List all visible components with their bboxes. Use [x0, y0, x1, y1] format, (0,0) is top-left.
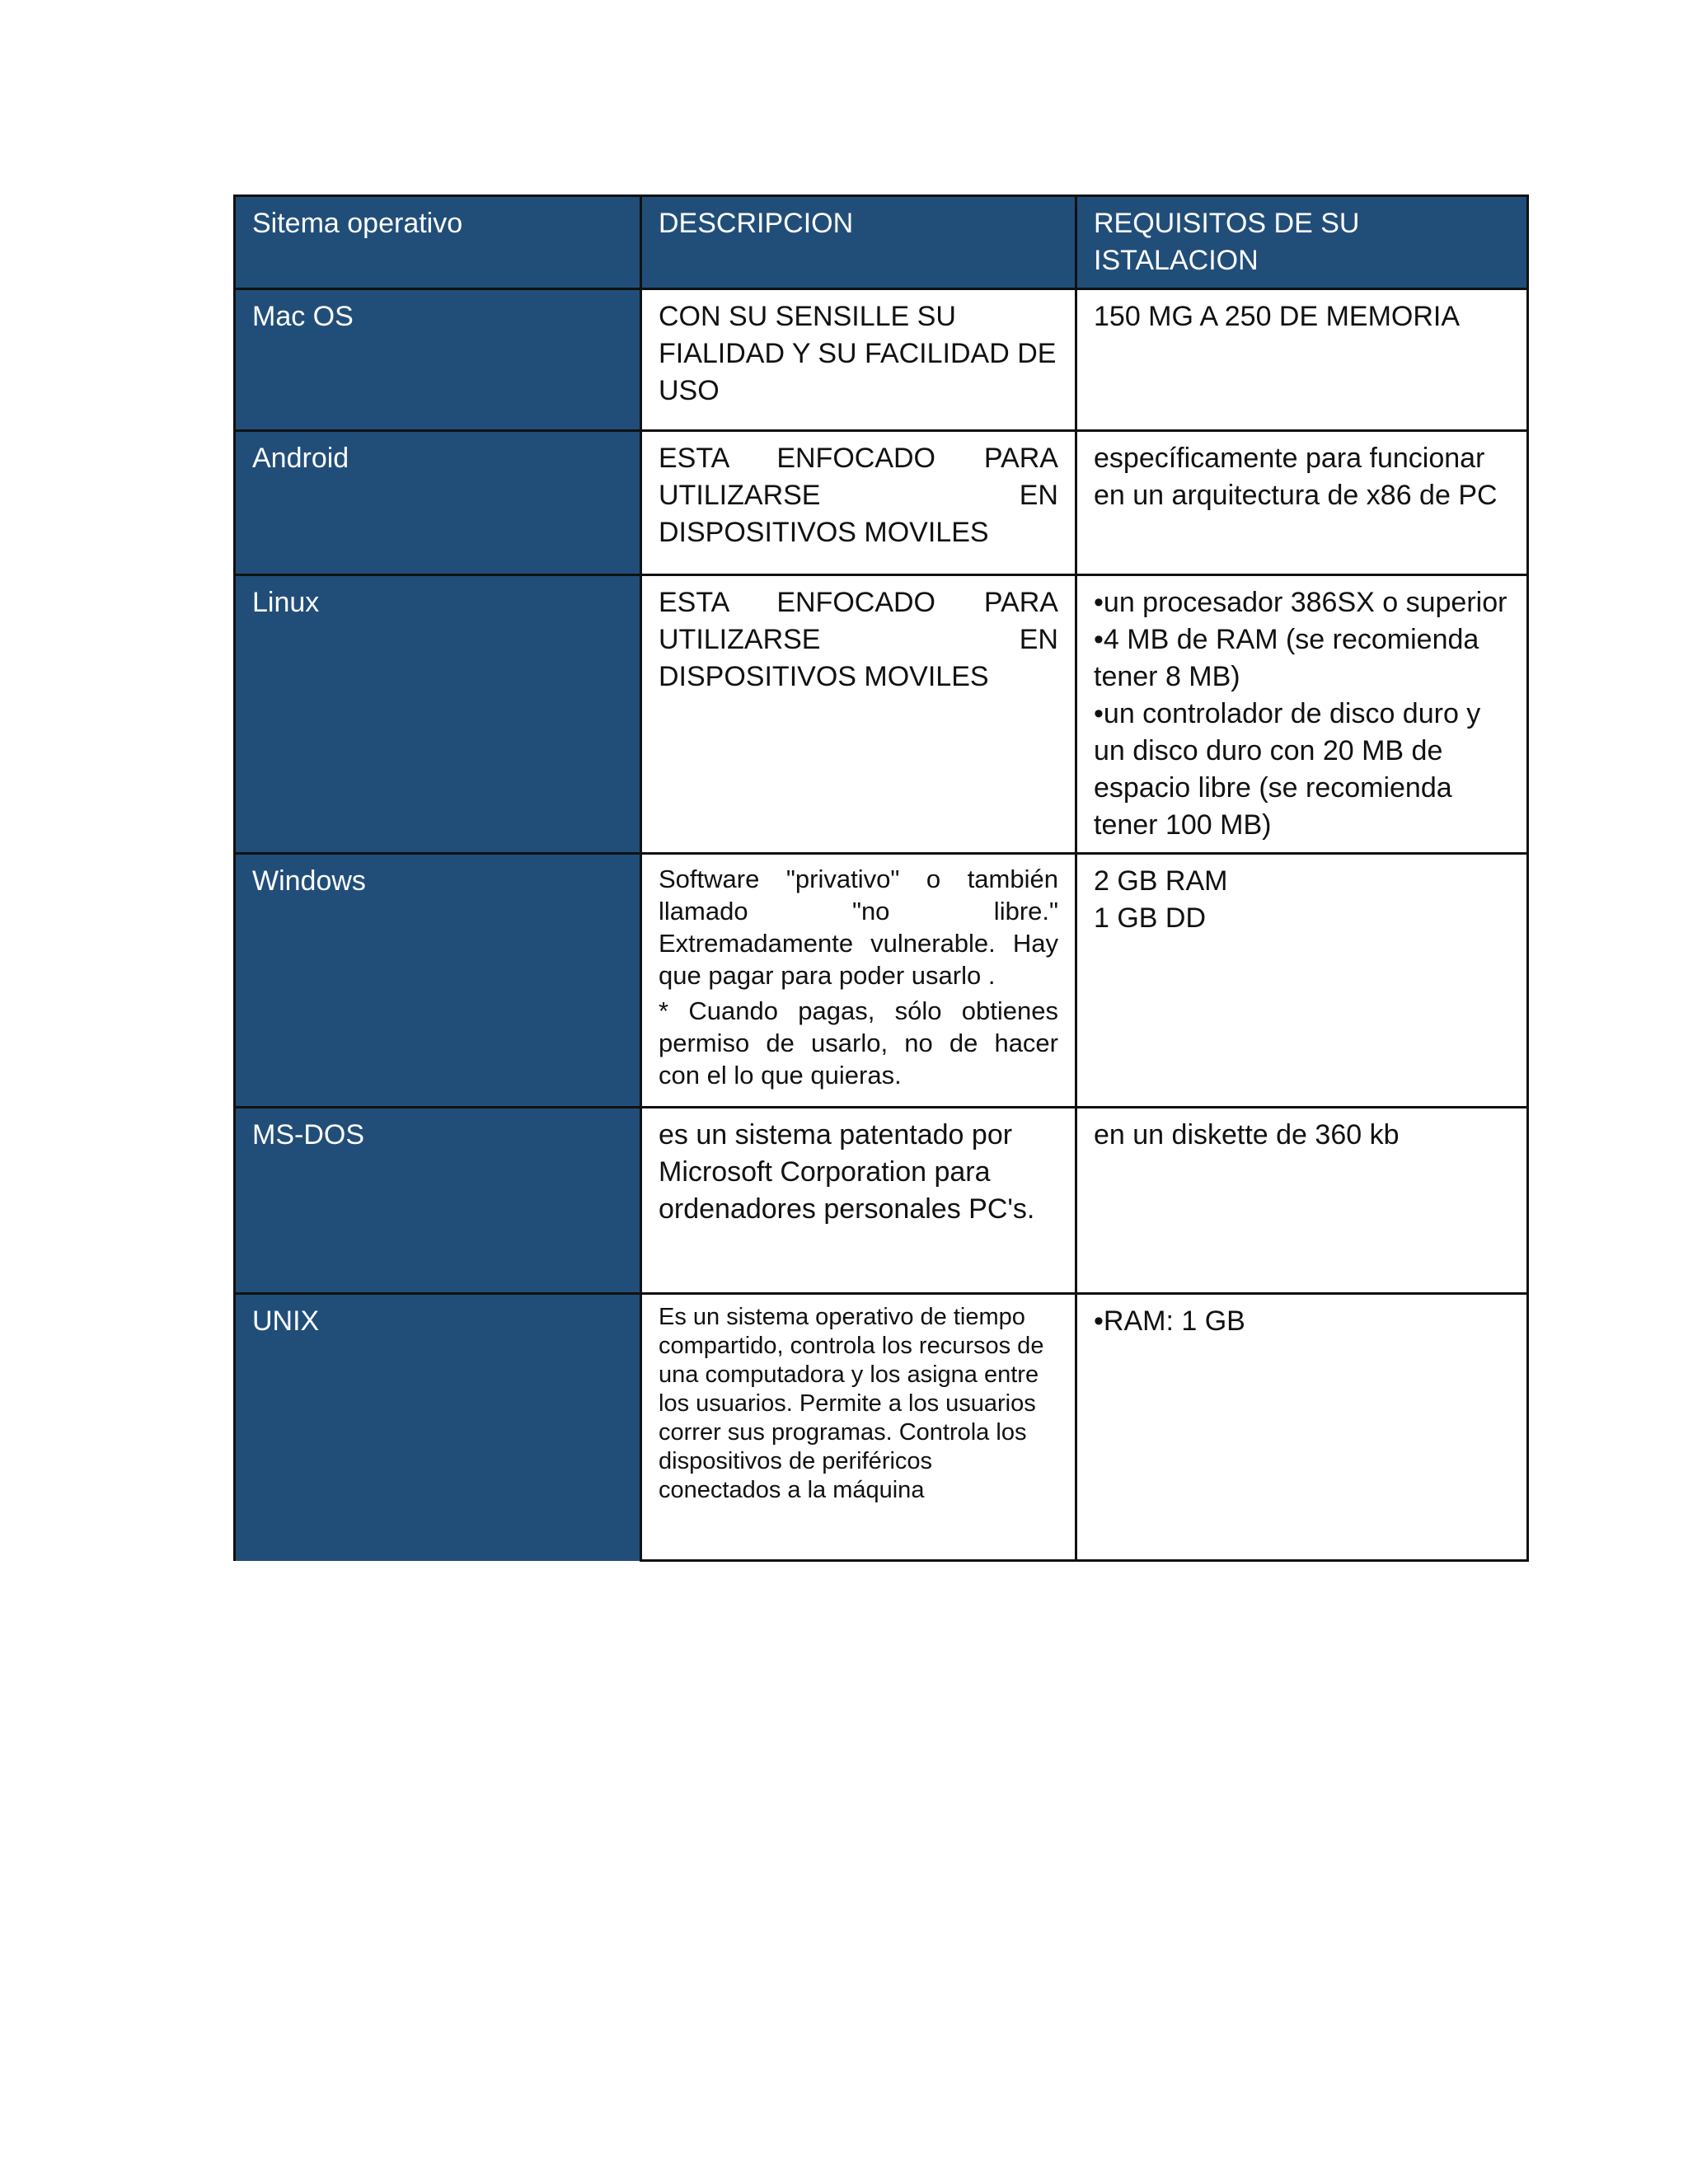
requirements-cell — [1076, 1108, 1528, 1294]
description-text: CON SU SENSILLE SU FIALIDAD Y SU FACILIDAD DE USO — [659, 301, 1057, 406]
os-name-cell: Android — [235, 431, 641, 575]
requirement-text: •un controlador de disco duro y un disco duro con 20 MB de espacio libre (se recomienda tener 100 MB) — [1094, 698, 1481, 841]
description-text: ESTA ENFOCADO PARA UTILIZARSE EN DISPOSITIVOS MOVILES — [659, 443, 1058, 548]
os-name-cell: Windows — [235, 854, 641, 1108]
requirement-text: 150 MG A 250 DE MEMORIA — [1094, 301, 1461, 332]
requirement-text: •RAM: 1 GB — [1094, 1305, 1245, 1337]
description-cell — [641, 575, 1076, 854]
os-name-cell: Linux — [235, 575, 641, 854]
description-cell — [641, 854, 1076, 1108]
table-row — [235, 575, 1528, 854]
description-text: ESTA ENFOCADO PARA UTILIZARSE EN DISPOSITIVOS MOVILES — [659, 587, 1058, 692]
header-requirements: REQUISITOS DE SU ISTALACION — [1076, 196, 1528, 289]
description-cell — [641, 289, 1076, 431]
description-cell — [641, 431, 1076, 575]
requirement-text: 1 GB DD — [1094, 902, 1207, 934]
description-text: es un sistema patentado por Microsoft Corporation para ordenadores personales PC's. — [659, 1119, 1035, 1225]
requirement-text: •un procesador 386SX o superior — [1094, 587, 1507, 618]
requirement-text: específicamente para funcionar en un arquitectura de x86 de PC — [1094, 443, 1498, 511]
table-row — [235, 1108, 1528, 1294]
requirement-text: en un diskette de 360 kb — [1094, 1119, 1400, 1151]
requirements-cell — [1076, 854, 1528, 1108]
requirement-text: •4 MB de RAM (se recomienda tener 8 MB) — [1094, 624, 1479, 692]
header-os: Sitema operativo — [235, 196, 641, 289]
os-comparison-table — [233, 194, 1529, 1562]
description-text: Software "privativo" o también llamado "no libre." Extremadamente vulnerable. Hay que pagar para poder usarlo . — [659, 865, 1058, 990]
table-row — [235, 1294, 1528, 1561]
table-row — [235, 289, 1528, 431]
requirements-cell — [1076, 575, 1528, 854]
requirements-cell — [1076, 431, 1528, 575]
table-row — [235, 854, 1528, 1108]
os-name-cell: UNIX — [235, 1294, 641, 1561]
os-name-cell: Mac OS — [235, 289, 641, 431]
header-description: DESCRIPCION — [641, 196, 1076, 289]
description-cell — [641, 1294, 1076, 1561]
requirements-cell — [1076, 1294, 1528, 1561]
table-row — [235, 431, 1528, 575]
description-cell — [641, 1108, 1076, 1294]
table-header-row — [235, 196, 1528, 289]
os-name-cell: MS-DOS — [235, 1108, 641, 1294]
description-note: * Cuando pagas, sólo obtienes permiso de usarlo, no de hacer con el lo que quieras. — [659, 996, 1058, 1090]
requirements-cell — [1076, 289, 1528, 431]
requirement-text: 2 GB RAM — [1094, 865, 1228, 897]
description-text: Es un sistema operativo de tiempo compartido, controla los recursos de una computadora y los asigna entre los usuarios. Permite a los usuarios correr sus programas. Controla los dispositivos de periféricos conectados a la máquina — [659, 1304, 1044, 1503]
